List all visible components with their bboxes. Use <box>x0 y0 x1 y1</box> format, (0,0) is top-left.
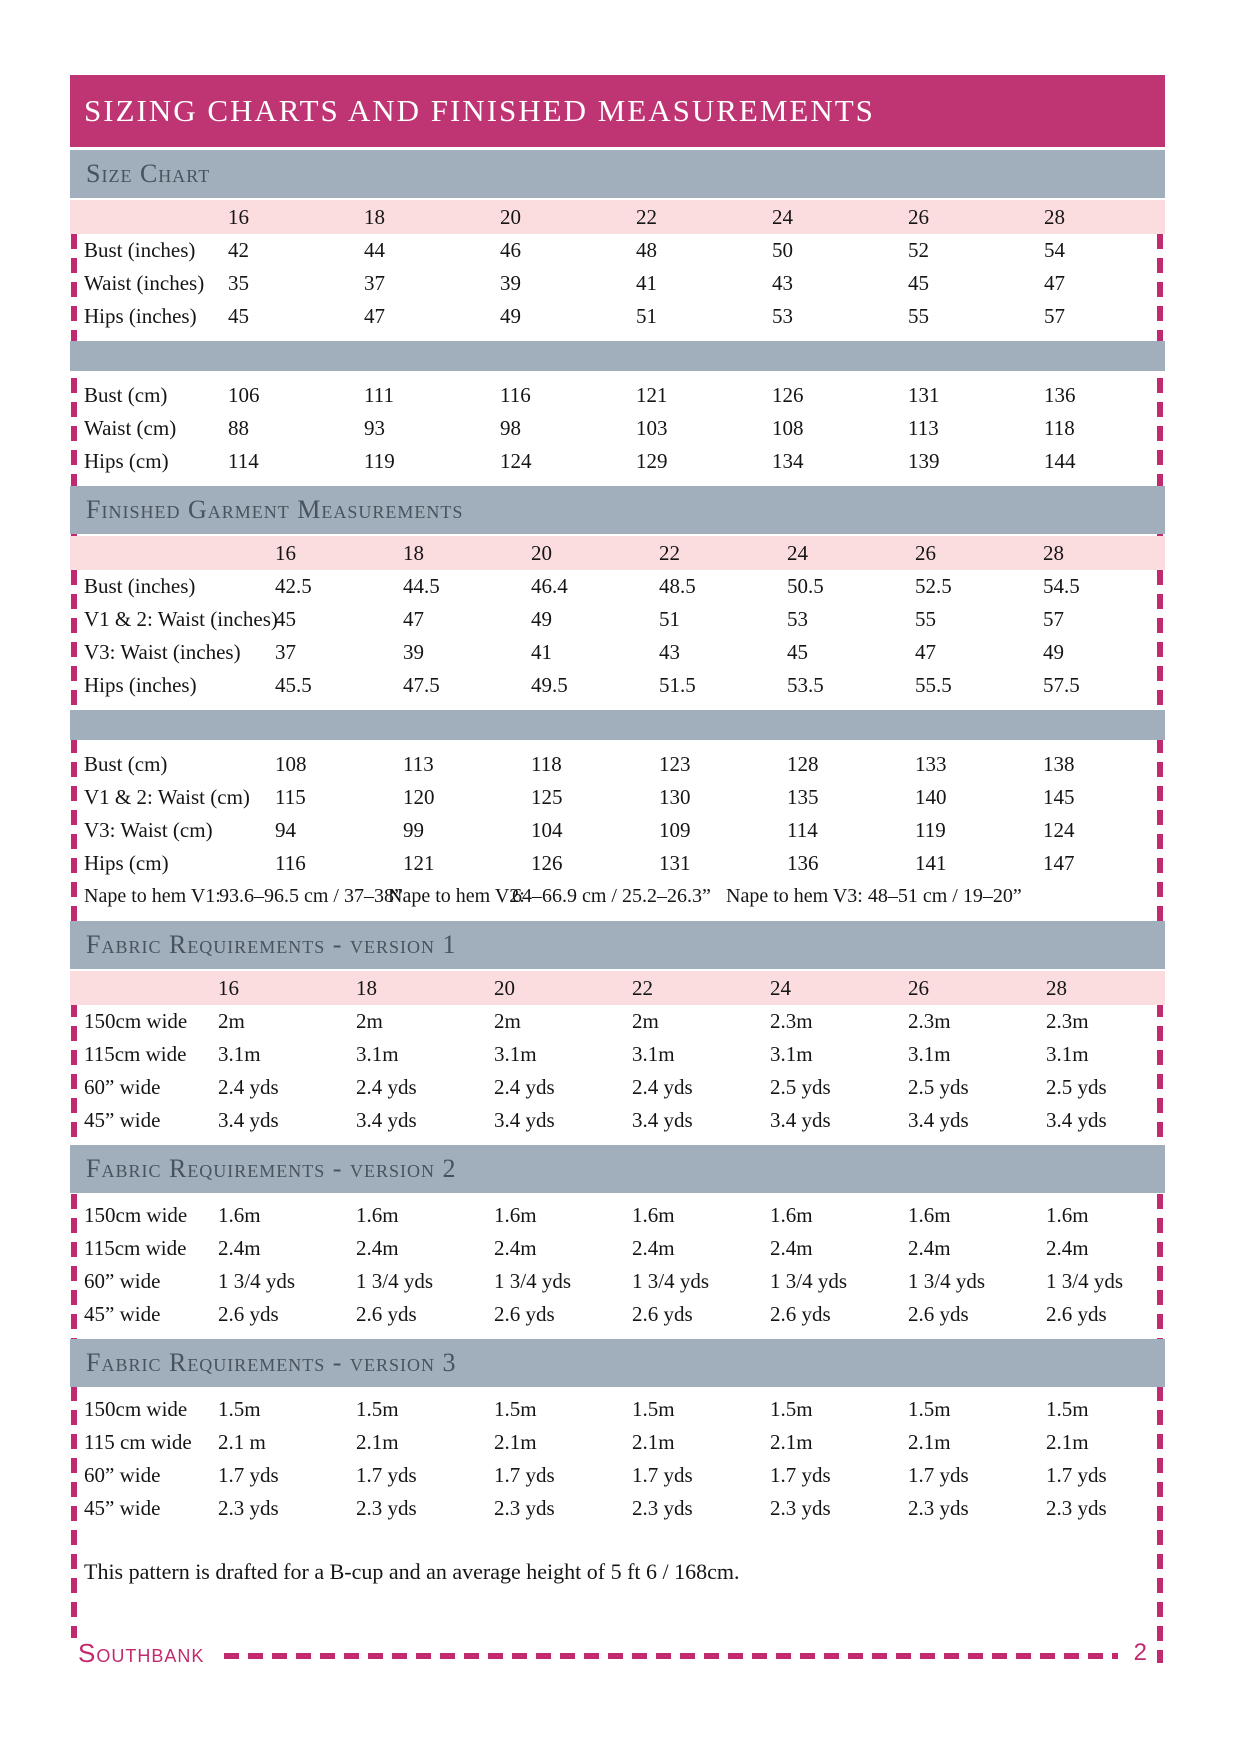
cell-value: 116 <box>275 851 306 875</box>
size-header-spacer <box>84 971 218 1005</box>
row-label: 150cm wide <box>84 1009 188 1033</box>
cell-value: 37 <box>364 271 385 295</box>
cell-value: 1.6m <box>632 1203 675 1227</box>
cell-value: 2.4m <box>908 1236 951 1260</box>
cell-value: 119 <box>915 818 946 842</box>
nape-v1-label: Nape to hem V1: <box>84 885 221 907</box>
divider-band <box>70 341 1165 371</box>
cell-value: 147 <box>1043 851 1075 875</box>
table-row <box>70 1071 1165 1104</box>
cell-value: 45 <box>275 607 296 631</box>
table-row <box>70 1038 1165 1071</box>
cell-value: 1.6m <box>770 1203 813 1227</box>
cell-value: 55.5 <box>915 673 952 697</box>
size-header: 24 <box>770 976 791 1000</box>
cell-value: 3.1m <box>218 1042 261 1066</box>
cell-value: 118 <box>1044 416 1075 440</box>
cell-value: 51 <box>659 607 680 631</box>
cell-value: 47.5 <box>403 673 440 697</box>
pattern-note: This pattern is drafted for a B-cup and an average height of 5 ft 6 / 168cm. <box>84 1559 740 1584</box>
cell-value: 2.3 yds <box>218 1496 279 1520</box>
cell-value: 47 <box>1044 271 1065 295</box>
cell-value: 1.7 yds <box>356 1463 417 1487</box>
cell-value: 94 <box>275 818 296 842</box>
cell-value: 39 <box>403 640 424 664</box>
row-label: V3: Waist (cm) <box>84 818 213 842</box>
cell-value: 138 <box>1043 752 1075 776</box>
cell-value: 49 <box>500 304 521 328</box>
row-label: 115cm wide <box>84 1042 187 1066</box>
size-header: 20 <box>494 976 515 1000</box>
finished-inches-table <box>70 570 1165 702</box>
cell-value: 1.5m <box>494 1397 537 1421</box>
cell-value: 2.4 yds <box>356 1075 417 1099</box>
nape-v3-value: 48–51 cm / 19–20” <box>867 885 1022 907</box>
fabric-v2-table <box>70 1199 1165 1331</box>
table-row <box>70 1426 1165 1459</box>
cell-value: 2m <box>218 1009 245 1033</box>
nape-v3 <box>726 880 1165 913</box>
cell-value: 2.1 m <box>218 1430 266 1454</box>
cell-value: 57 <box>1044 304 1065 328</box>
row-label: Bust (cm) <box>84 383 168 407</box>
cell-value: 1.6m <box>218 1203 261 1227</box>
cell-value: 43 <box>772 271 793 295</box>
cell-value: 50.5 <box>787 574 824 598</box>
cell-value: 1 3/4 yds <box>908 1269 986 1293</box>
cell-value: 52.5 <box>915 574 952 598</box>
size-header: 28 <box>1044 205 1065 229</box>
row-label: 115cm wide <box>84 1236 187 1260</box>
section-heading-fabric-v3: Fabric Requirements - version 3 <box>70 1339 1165 1387</box>
page-footer <box>70 1638 1165 1668</box>
cell-value: 3.4 yds <box>632 1108 693 1132</box>
cell-value: 1.7 yds <box>770 1463 831 1487</box>
cell-value: 1.7 yds <box>494 1463 555 1487</box>
cell-value: 114 <box>787 818 818 842</box>
cell-value: 53 <box>772 304 793 328</box>
size-header: 16 <box>218 976 239 1000</box>
cell-value: 145 <box>1043 785 1075 809</box>
cell-value: 47 <box>364 304 385 328</box>
cell-value: 2.3 yds <box>1046 1496 1107 1520</box>
row-label: Bust (inches) <box>84 574 196 598</box>
cell-value: 50 <box>772 238 793 262</box>
size-header: 24 <box>787 541 808 565</box>
cell-value: 99 <box>403 818 424 842</box>
table-row <box>70 1265 1165 1298</box>
section-heading-finished-measurements: Finished Garment Measurements <box>70 486 1165 534</box>
cell-value: 2.6 yds <box>356 1302 417 1326</box>
cell-value: 1.5m <box>1046 1397 1089 1421</box>
row-label: Hips (inches) <box>84 304 197 328</box>
cell-value: 130 <box>659 785 691 809</box>
cell-value: 113 <box>403 752 434 776</box>
cell-value: 42 <box>228 238 249 262</box>
cell-value: 108 <box>275 752 307 776</box>
cell-value: 2.4m <box>356 1236 399 1260</box>
table-row <box>70 1393 1165 1426</box>
row-label: 150cm wide <box>84 1397 188 1421</box>
cell-value: 1.7 yds <box>218 1463 279 1487</box>
cell-value: 3.4 yds <box>1046 1108 1107 1132</box>
cell-value: 49 <box>1043 640 1064 664</box>
cell-value: 1.6m <box>494 1203 537 1227</box>
cell-value: 1 3/4 yds <box>1046 1269 1124 1293</box>
cell-value: 2.4m <box>770 1236 813 1260</box>
cell-value: 53 <box>787 607 808 631</box>
cell-value: 1.6m <box>908 1203 951 1227</box>
cell-value: 49 <box>531 607 552 631</box>
size-header: 16 <box>275 541 296 565</box>
cell-value: 2.6 yds <box>770 1302 831 1326</box>
size-header: 26 <box>915 541 936 565</box>
cell-value: 119 <box>364 449 395 473</box>
page-number: 2 <box>1133 1639 1147 1666</box>
cell-value: 55 <box>908 304 929 328</box>
cell-value: 45 <box>228 304 249 328</box>
cell-value: 45.5 <box>275 673 312 697</box>
size-header-row <box>70 536 1165 570</box>
cell-value: 48.5 <box>659 574 696 598</box>
cell-value: 1.5m <box>908 1397 951 1421</box>
cell-value: 51 <box>636 304 657 328</box>
cell-value: 3.1m <box>632 1042 675 1066</box>
cell-value: 2.1m <box>632 1430 675 1454</box>
row-label: Hips (inches) <box>84 673 197 697</box>
fabric-v1-table <box>70 1005 1165 1137</box>
cell-value: 88 <box>228 416 249 440</box>
cell-value: 54.5 <box>1043 574 1080 598</box>
cell-value: 2.3 yds <box>632 1496 693 1520</box>
table-row <box>70 267 1165 300</box>
cell-value: 3.1m <box>494 1042 537 1066</box>
cell-value: 3.1m <box>1046 1042 1089 1066</box>
table-row <box>70 300 1165 333</box>
cell-value: 3.1m <box>356 1042 399 1066</box>
table-row <box>70 570 1165 603</box>
row-label: Bust (cm) <box>84 752 168 776</box>
cell-value: 41 <box>531 640 552 664</box>
row-label: Hips (cm) <box>84 449 169 473</box>
cell-value: 1.5m <box>770 1397 813 1421</box>
section-heading-fabric-v1: Fabric Requirements - version 1 <box>70 921 1165 969</box>
finished-cm-table <box>70 748 1165 880</box>
cell-value: 124 <box>500 449 532 473</box>
cell-value: 2.4m <box>218 1236 261 1260</box>
cell-value: 44.5 <box>403 574 440 598</box>
nape-v2-value: 64–66.9 cm / 25.2–26.3” <box>512 885 711 907</box>
cell-value: 2.3m <box>1046 1009 1089 1033</box>
cell-value: 35 <box>228 271 249 295</box>
cell-value: 51.5 <box>659 673 696 697</box>
cell-value: 2.4 yds <box>632 1075 693 1099</box>
cell-value: 53.5 <box>787 673 824 697</box>
cell-value: 3.4 yds <box>494 1108 555 1132</box>
size-header: 18 <box>364 205 385 229</box>
row-label: 45” wide <box>84 1496 161 1520</box>
cell-value: 126 <box>531 851 563 875</box>
cell-value: 121 <box>636 383 668 407</box>
section-heading-fabric-v2: Fabric Requirements - version 2 <box>70 1145 1165 1193</box>
size-chart-inches-table <box>70 234 1165 333</box>
page-title: SIZING CHARTS AND FINISHED MEASUREMENTS <box>70 75 1165 147</box>
table-row <box>70 1005 1165 1038</box>
size-header: 26 <box>908 205 929 229</box>
cell-value: 2m <box>356 1009 383 1033</box>
table-row <box>70 1298 1165 1331</box>
cell-value: 2.1m <box>908 1430 951 1454</box>
cell-value: 43 <box>659 640 680 664</box>
size-header: 20 <box>531 541 552 565</box>
cell-value: 2.4m <box>1046 1236 1089 1260</box>
cell-value: 46 <box>500 238 521 262</box>
nape-to-hem-row <box>70 880 1165 913</box>
cell-value: 2.3 yds <box>494 1496 555 1520</box>
cell-value: 1 3/4 yds <box>632 1269 710 1293</box>
size-header: 22 <box>636 205 657 229</box>
cell-value: 129 <box>636 449 668 473</box>
cell-value: 41 <box>636 271 657 295</box>
table-row <box>70 847 1165 880</box>
cell-value: 2.1m <box>770 1430 813 1454</box>
row-label: 150cm wide <box>84 1203 188 1227</box>
cell-value: 48 <box>636 238 657 262</box>
row-label: 45” wide <box>84 1302 161 1326</box>
row-label: Hips (cm) <box>84 851 169 875</box>
cell-value: 2.6 yds <box>1046 1302 1107 1326</box>
table-row <box>70 1492 1165 1525</box>
cell-value: 1.6m <box>1046 1203 1089 1227</box>
size-header: 28 <box>1046 976 1067 1000</box>
cell-value: 1.7 yds <box>908 1463 969 1487</box>
cell-value: 3.4 yds <box>908 1108 969 1132</box>
cell-value: 45 <box>787 640 808 664</box>
cell-value: 1.5m <box>218 1397 261 1421</box>
table-row <box>70 748 1165 781</box>
nape-v3-label: Nape to hem V3: <box>726 885 863 907</box>
cell-value: 133 <box>915 752 947 776</box>
cell-value: 114 <box>228 449 259 473</box>
table-row <box>70 1104 1165 1137</box>
cell-value: 1.6m <box>356 1203 399 1227</box>
cell-value: 111 <box>364 383 394 407</box>
cell-value: 2.1m <box>494 1430 537 1454</box>
size-header: 18 <box>403 541 424 565</box>
size-header: 16 <box>228 205 249 229</box>
row-label: 60” wide <box>84 1269 161 1293</box>
cell-value: 2.4 yds <box>494 1075 555 1099</box>
row-label: V3: Waist (inches) <box>84 640 241 664</box>
size-header-spacer <box>84 200 228 234</box>
table-row <box>70 636 1165 669</box>
cell-value: 1 3/4 yds <box>494 1269 572 1293</box>
table-row <box>70 379 1165 412</box>
cell-value: 134 <box>772 449 804 473</box>
cell-value: 44 <box>364 238 385 262</box>
cell-value: 47 <box>403 607 424 631</box>
cell-value: 2.5 yds <box>770 1075 831 1099</box>
row-label: 115 cm wide <box>84 1430 192 1454</box>
cell-value: 121 <box>403 851 435 875</box>
section-heading-size-chart: Size Chart <box>70 150 1165 198</box>
table-row <box>70 669 1165 702</box>
cell-value: 115 <box>275 785 306 809</box>
cell-value: 3.1m <box>908 1042 951 1066</box>
cell-value: 144 <box>1044 449 1076 473</box>
cell-value: 2.4m <box>632 1236 675 1260</box>
cell-value: 2.5 yds <box>1046 1075 1107 1099</box>
cell-value: 2.3 yds <box>908 1496 969 1520</box>
cell-value: 2.3 yds <box>356 1496 417 1520</box>
cell-value: 37 <box>275 640 296 664</box>
cell-value: 42.5 <box>275 574 312 598</box>
cell-value: 3.1m <box>770 1042 813 1066</box>
table-row <box>70 1232 1165 1265</box>
divider-band <box>70 710 1165 740</box>
cell-value: 47 <box>915 640 936 664</box>
cell-value: 140 <box>915 785 947 809</box>
cell-value: 49.5 <box>531 673 568 697</box>
row-label: 45” wide <box>84 1108 161 1132</box>
cell-value: 2.3m <box>908 1009 951 1033</box>
row-label: Bust (inches) <box>84 238 196 262</box>
cell-value: 120 <box>403 785 435 809</box>
row-label: 60” wide <box>84 1463 161 1487</box>
cell-value: 39 <box>500 271 521 295</box>
cell-value: 118 <box>531 752 562 776</box>
table-row <box>70 603 1165 636</box>
cell-value: 3.4 yds <box>356 1108 417 1132</box>
cell-value: 57.5 <box>1043 673 1080 697</box>
cell-value: 1 3/4 yds <box>770 1269 848 1293</box>
brand-name: Southbank <box>78 1638 205 1668</box>
cell-value: 52 <box>908 238 929 262</box>
table-row <box>70 1459 1165 1492</box>
cell-value: 1 3/4 yds <box>218 1269 296 1293</box>
size-header: 26 <box>908 976 929 1000</box>
cell-value: 2.1m <box>1046 1430 1089 1454</box>
cell-value: 98 <box>500 416 521 440</box>
size-header: 28 <box>1043 541 1064 565</box>
cell-value: 125 <box>531 785 563 809</box>
cell-value: 135 <box>787 785 819 809</box>
size-chart-cm-table <box>70 379 1165 478</box>
cell-value: 2.3m <box>770 1009 813 1033</box>
cell-value: 128 <box>787 752 819 776</box>
size-header: 22 <box>659 541 680 565</box>
cell-value: 113 <box>908 416 939 440</box>
cell-value: 116 <box>500 383 531 407</box>
fabric-v3-table <box>70 1393 1165 1525</box>
cell-value: 1.7 yds <box>1046 1463 1107 1487</box>
cell-value: 106 <box>228 383 260 407</box>
cell-value: 2.6 yds <box>632 1302 693 1326</box>
cell-value: 1 3/4 yds <box>356 1269 434 1293</box>
size-header-spacer <box>84 536 275 570</box>
cell-value: 104 <box>531 818 563 842</box>
cell-value: 2.1m <box>356 1430 399 1454</box>
cell-value: 109 <box>659 818 691 842</box>
cell-value: 2.5 yds <box>908 1075 969 1099</box>
table-row <box>70 1199 1165 1232</box>
cell-value: 57 <box>1043 607 1064 631</box>
nape-v2-label: Nape to hem V2: <box>388 885 525 907</box>
size-header: 22 <box>632 976 653 1000</box>
cell-value: 141 <box>915 851 947 875</box>
size-header: 24 <box>772 205 793 229</box>
cell-value: 124 <box>1043 818 1075 842</box>
size-header: 18 <box>356 976 377 1000</box>
cell-value: 1.5m <box>356 1397 399 1421</box>
row-label: V1 & 2: Waist (cm) <box>84 785 250 809</box>
cell-value: 103 <box>636 416 668 440</box>
row-label: 60” wide <box>84 1075 161 1099</box>
table-row <box>70 445 1165 478</box>
table-row <box>70 814 1165 847</box>
cell-value: 1.7 yds <box>632 1463 693 1487</box>
cell-value: 136 <box>787 851 819 875</box>
cell-value: 2.4m <box>494 1236 537 1260</box>
table-row <box>70 234 1165 267</box>
cell-value: 2.3 yds <box>770 1496 831 1520</box>
cell-value: 139 <box>908 449 940 473</box>
cell-value: 2.6 yds <box>494 1302 555 1326</box>
cell-value: 55 <box>915 607 936 631</box>
cell-value: 1.5m <box>632 1397 675 1421</box>
cell-value: 131 <box>908 383 940 407</box>
cell-value: 45 <box>908 271 929 295</box>
cell-value: 2m <box>632 1009 659 1033</box>
nape-v1-value: 93.6–96.5 cm / 37–38” <box>219 885 403 907</box>
cell-value: 136 <box>1044 383 1076 407</box>
size-header-row <box>70 200 1165 234</box>
cell-value: 126 <box>772 383 804 407</box>
cell-value: 123 <box>659 752 691 776</box>
cell-value: 93 <box>364 416 385 440</box>
cell-value: 3.4 yds <box>218 1108 279 1132</box>
dashed-footer-line <box>224 1653 1117 1659</box>
table-row <box>70 412 1165 445</box>
row-label: Waist (cm) <box>84 416 177 440</box>
table-row <box>70 781 1165 814</box>
row-label: V1 & 2: Waist (inches) <box>84 607 278 631</box>
page-content <box>70 75 1165 1588</box>
cell-value: 46.4 <box>531 574 568 598</box>
size-header: 20 <box>500 205 521 229</box>
cell-value: 131 <box>659 851 691 875</box>
cell-value: 2.4 yds <box>218 1075 279 1099</box>
cell-value: 2.6 yds <box>908 1302 969 1326</box>
cell-value: 2.6 yds <box>218 1302 279 1326</box>
cell-value: 3.4 yds <box>770 1108 831 1132</box>
cell-value: 2m <box>494 1009 521 1033</box>
cell-value: 108 <box>772 416 804 440</box>
cell-value: 54 <box>1044 238 1065 262</box>
row-label: Waist (inches) <box>84 271 205 295</box>
size-header-row <box>70 971 1165 1005</box>
